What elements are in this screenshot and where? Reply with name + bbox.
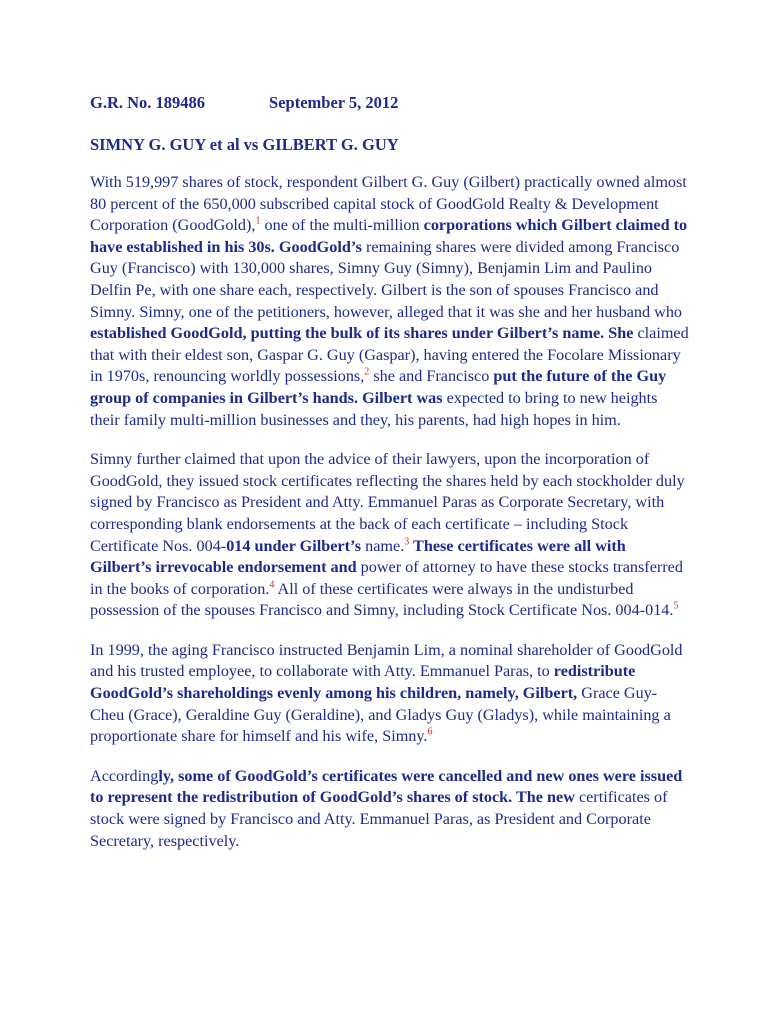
text-run: certificates of stock were signed by Francisco and Atty. Emmanuel Paras, as President and Corporate Secretary, respectively.: [90, 788, 668, 850]
footnote-ref[interactable]: 4: [269, 579, 275, 591]
text-run: she and Francisco: [369, 367, 494, 386]
text-run: remaining shares were divided among Francisco Guy (Francisco) with 130,000 shares, Simny Guy (Simny), Benjamin Lim and Paulino Delfin Pe, with one share each, respectively. Gilbert is the son of spouses Francisco and Simny. Simny, one of the petitioners, however, alleged that it was she and her husband who: [90, 237, 683, 321]
text-run: With 519,997 shares of stock, respondent Gilbert G. Guy (Gilbert) practically owned almost 80 percent of the 650,000 subscribed capital stock of GoodGold Realty & Development Corporation (GoodGold),: [90, 173, 687, 235]
decision-date: September 5, 2012: [269, 93, 399, 112]
document-page: [90, 92, 690, 870]
footnote-ref[interactable]: 6: [427, 726, 433, 738]
case-parties: SIMNY G. GUY et al vs GILBERT G. GUY: [90, 135, 399, 154]
bold-text: put the future of the Guy group of companies in Gilbert’s hands. Gilbert was: [90, 367, 667, 407]
text-run: In 1999, the aging Francisco instructed Benjamin Lim, a nominal shareholder of GoodGold and his trusted employee, to collaborate with Atty. Emmanuel Paras, to: [90, 640, 683, 681]
footnote-ref[interactable]: 2: [364, 366, 370, 378]
footnote-ref[interactable]: 3: [404, 536, 410, 548]
case-header: [90, 92, 690, 114]
bold-text: ly, some of GoodGold’s certificates were cancelled and new ones were issued to represent the redistribution of GoodGold’s shares of stock. The new: [90, 766, 683, 807]
text-run: According: [90, 766, 159, 785]
paragraph: [90, 766, 690, 852]
bold-text: established GoodGold, putting the bulk of its shares under Gilbert’s name. She: [90, 324, 634, 343]
text-run: name.: [361, 536, 405, 555]
document-body: [90, 172, 690, 852]
paragraph: [90, 449, 690, 622]
bold-text: These certificates were all with Gilbert’s irrevocable endorsement and: [90, 536, 626, 577]
text-run: Grace Guy-Cheu (Grace), Geraldine Guy (Geraldine), and Gladys Guy (Gladys), while maintaining a proportionate share for himself and his wife, Simny.: [90, 684, 671, 746]
text-run: All of these certificates were always in the undisturbed possession of the spouses Francisco and Simny, including Stock Certificate Nos. 004-014.: [90, 579, 674, 620]
text-run: one of the multi-million: [260, 216, 424, 235]
paragraph: [90, 640, 690, 748]
bold-text: corporations which Gilbert claimed to have established in his 30s. GoodGold’s: [90, 216, 688, 256]
bold-text: 014 under Gilbert’s: [226, 536, 362, 555]
text-run: claimed that with their eldest son, Gaspar G. Guy (Gaspar), having entered the Focolare Missionary in 1970s, renouncing worldly possessions,: [90, 324, 689, 386]
bold-text: redistribute GoodGold’s shareholdings evenly among his children, namely, Gilbert,: [90, 662, 636, 703]
text-run: expected to bring to new heights their family multi-million businesses and they, his parents, had high hopes in him.: [90, 388, 658, 429]
case-number: G.R. No. 189486: [90, 93, 206, 112]
footnote-ref[interactable]: 5: [673, 600, 679, 612]
text-run: Simny further claimed that upon the advice of their lawyers, upon the incorporation of GoodGold, they issued stock certificates reflecting the shares held by each stockholder duly signed by Francisco as President and Atty. Emmanuel Paras as Corporate Secretary, with corresponding blank endorsements at the back of each certificate – including Stock Certificate Nos. 004-: [90, 450, 685, 555]
footnote-ref[interactable]: 1: [255, 215, 261, 227]
paragraph: [90, 172, 690, 431]
text-run: power of attorney to have these stocks transferred in the books of corporation.: [90, 558, 683, 598]
